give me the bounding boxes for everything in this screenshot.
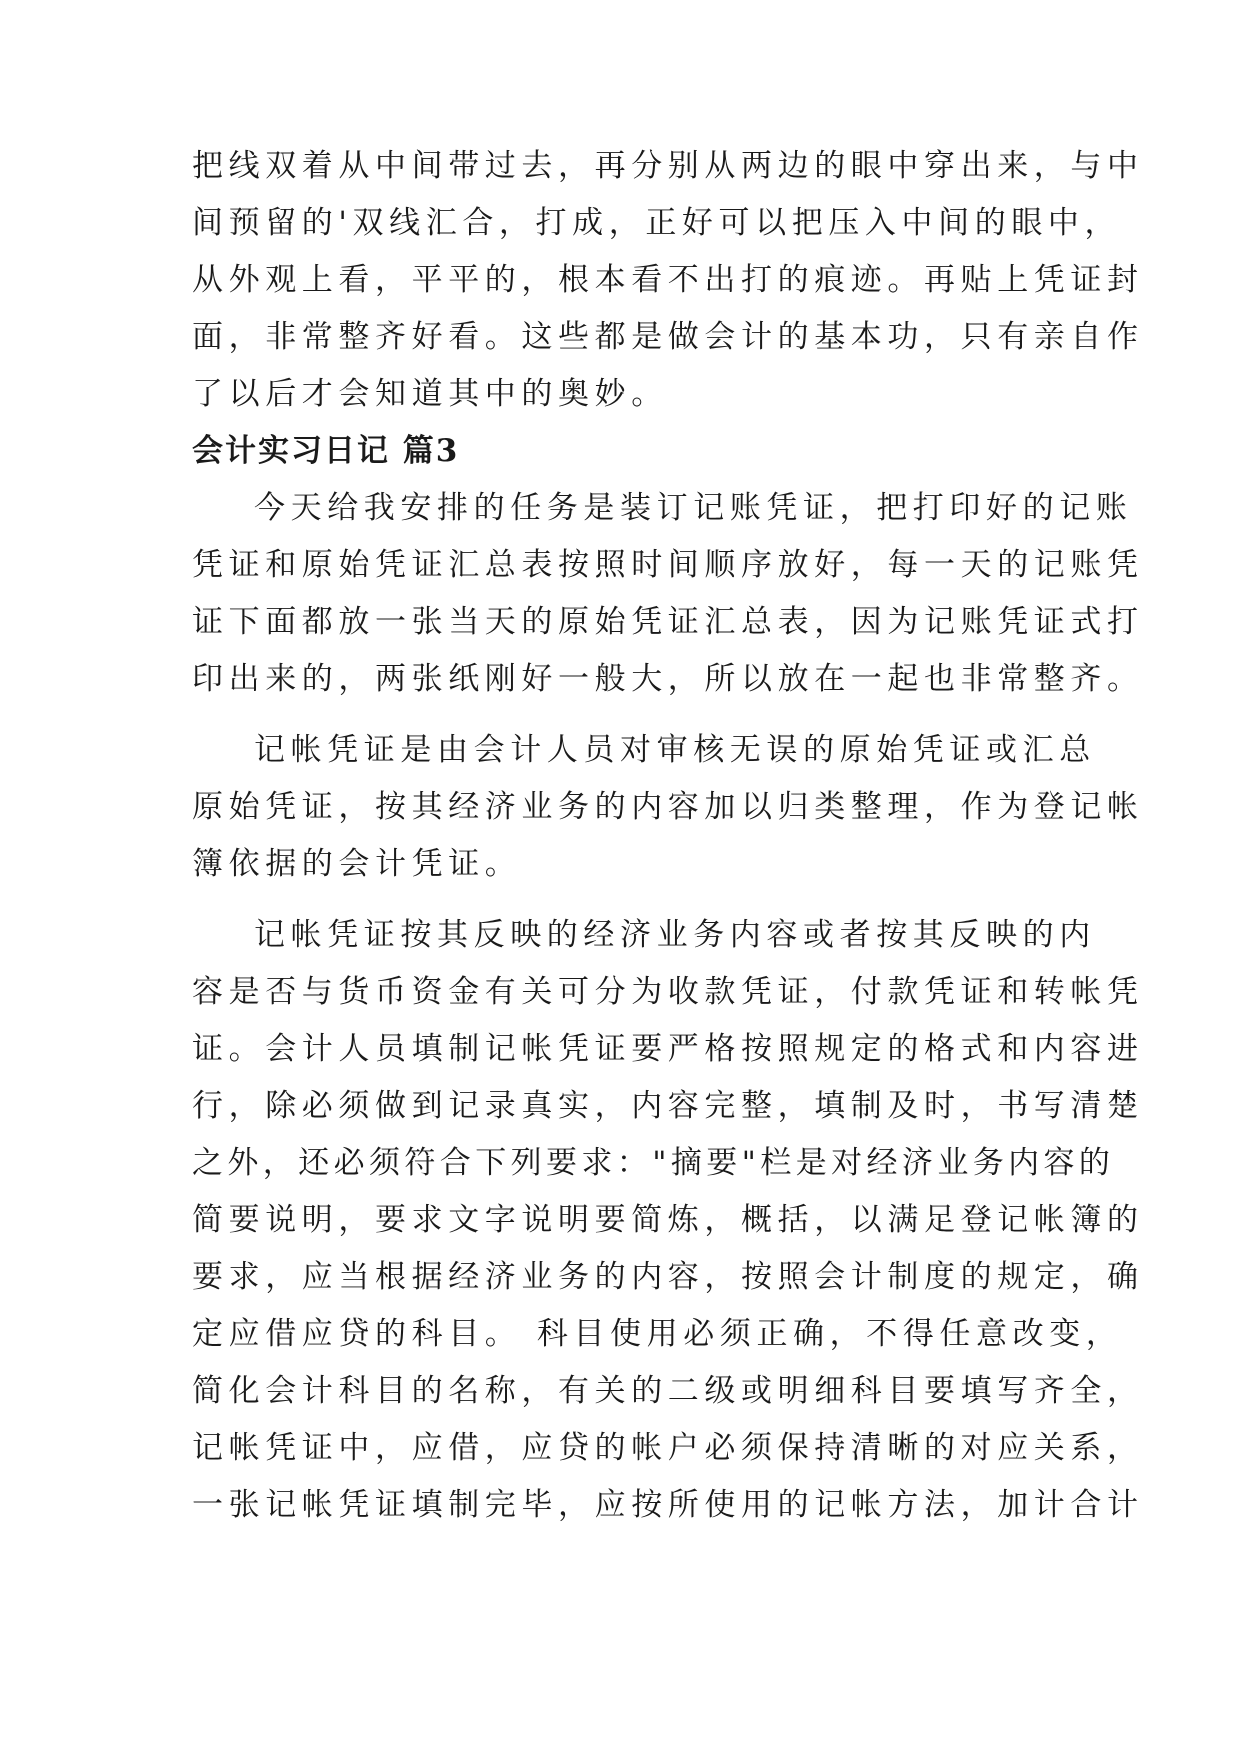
paragraph-line: 简要说明，要求文字说明要简炼，概括，以满足登记帐簿的	[192, 1202, 1144, 1238]
paragraph-line: 记帐凭证按其反映的经济业务内容或者按其反映的内	[254, 917, 1096, 953]
paragraph-line: 记帐凭证中，应借，应贷的帐户必须保持清晰的对应关系，	[192, 1430, 1144, 1466]
paragraph-line: 行，除必须做到记录真实，内容完整，填制及时，书写清楚	[192, 1088, 1144, 1124]
paragraph-line: 之外，还必须符合下列要求："摘要"栏是对经济业务内容的	[192, 1145, 1115, 1181]
paragraph-line: 定应借应贷的科目。 科目使用必须正确，不得任意改变，	[192, 1316, 1123, 1352]
paragraph-line: 容是否与货币资金有关可分为收款凭证，付款凭证和转帐凭	[192, 974, 1144, 1010]
paragraph-line: 证下面都放一张当天的原始凭证汇总表，因为记账凭证式打	[192, 604, 1144, 640]
paragraph-line: 要求，应当根据经济业务的内容，按照会计制度的规定，确	[192, 1259, 1144, 1295]
paragraph-line: 簿依据的会计凭证。	[192, 846, 522, 882]
paragraph-line: 简化会计科目的名称，有关的二级或明细科目要填写齐全，	[192, 1373, 1144, 1409]
paragraph-line: 凭证和原始凭证汇总表按照时间顺序放好，每一天的记账凭	[192, 547, 1144, 583]
intro-line: 面，非常整齐好看。这些都是做会计的基本功，只有亲自作	[192, 319, 1144, 355]
intro-line: 间预留的'双线汇合，打成，正好可以把压入中间的眼中，	[192, 205, 1122, 241]
paragraph-line: 证。会计人员填制记帐凭证要严格按照规定的格式和内容进	[192, 1031, 1144, 1067]
paragraph-line: 原始凭证，按其经济业务的内容加以归类整理，作为登记帐	[192, 789, 1144, 825]
paragraph-line: 今天给我安排的任务是装订记账凭证，把打印好的记账	[254, 490, 1133, 526]
paragraph-line: 印出来的，两张纸刚好一般大，所以放在一起也非常整齐。	[192, 661, 1144, 697]
intro-line: 了以后才会知道其中的奥妙。	[192, 376, 668, 412]
intro-line: 从外观上看，平平的，根本看不出打的痕迹。再贴上凭证封	[192, 262, 1144, 298]
paragraph-line: 记帐凭证是由会计人员对审核无误的原始凭证或汇总	[254, 732, 1096, 768]
section-title: 会计实习日记 篇3	[192, 433, 460, 469]
paragraph-line: 一张记帐凭证填制完毕，应按所使用的记帐方法，加计合计	[192, 1487, 1144, 1523]
intro-line: 把线双着从中间带过去，再分别从两边的眼中穿出来，与中	[192, 148, 1144, 184]
